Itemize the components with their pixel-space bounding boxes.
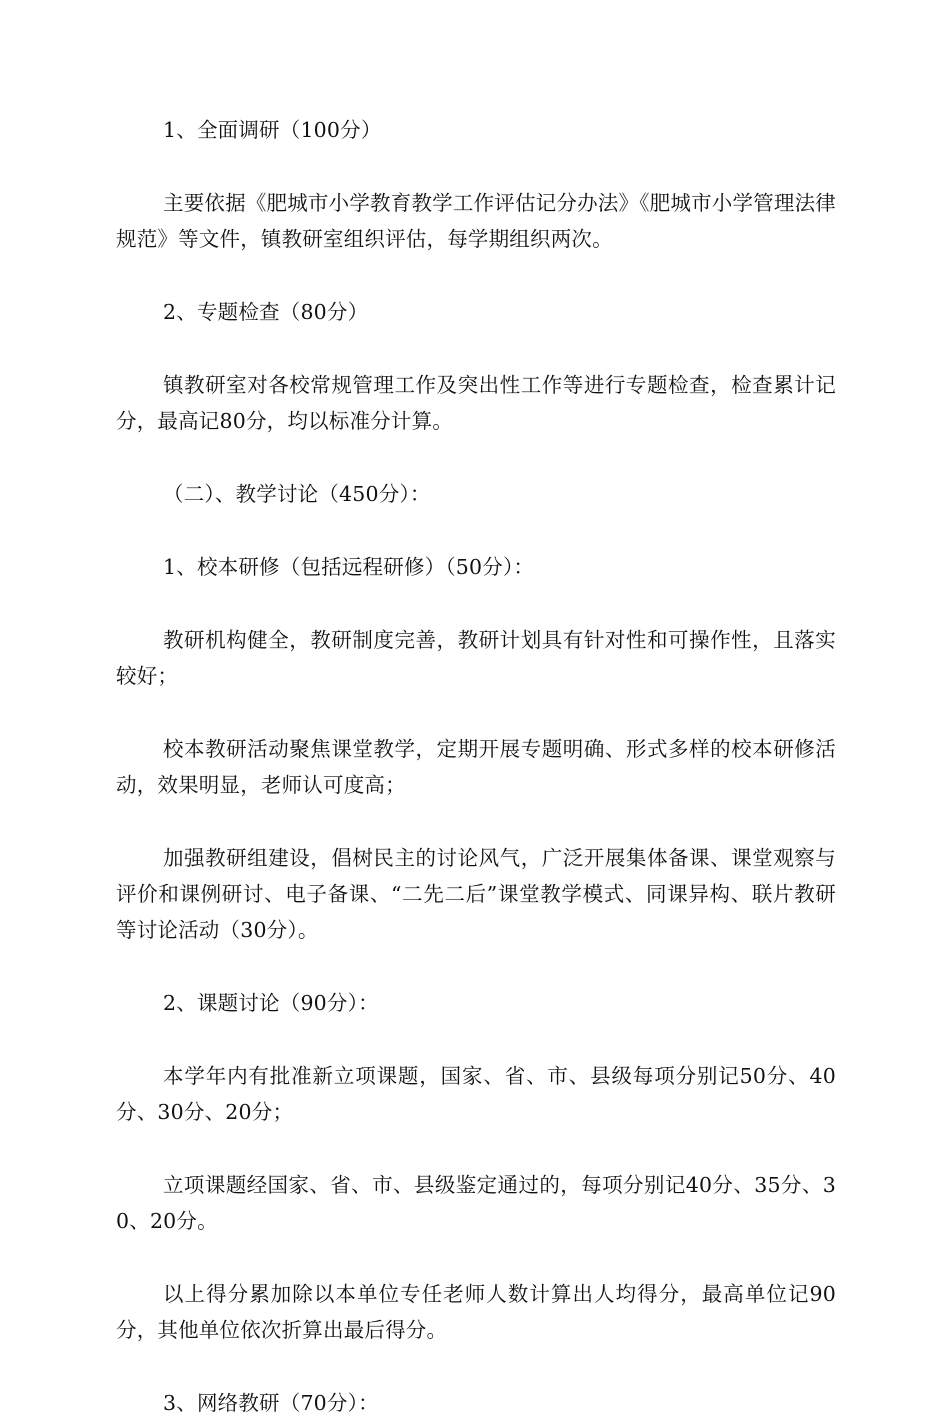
section-heading-teaching-discussion: （二）、教学讨论（450分）： xyxy=(163,482,431,506)
section-heading-comprehensive-survey: 1、全面调研（100分） xyxy=(163,118,382,142)
paragraph-survey-basis: 主要依据《肥城市小学教育教学工作评估记分办法》《肥城市小学管理法律规范》等文件，镇教研室组织评估，每学期组织两次。 xyxy=(116,191,836,251)
paragraph-inspection-scoring: 镇教研室对各校常规管理工作及突出性工作等进行专题检查，检查累计记分，最高记80分，均以标准分计算。 xyxy=(116,373,836,433)
document-body xyxy=(116,112,836,1421)
paragraph-new-projects: 本学年内有批准新立项课题，国家、省、市、县级每项分别记50分、40分、30分、20分； xyxy=(116,1064,836,1124)
section-heading-special-inspection: 2、专题检查（80分） xyxy=(163,300,369,324)
paragraph-research-group: 加强教研组建设，倡树民主的讨论风气，广泛开展集体备课、课堂观察与评价和课例研讨、电子备课、“二先二后”课堂教学模式、同课异构、联片教研等讨论活动（30分）。 xyxy=(116,846,836,942)
section-heading-project-discussion: 2、课题讨论（90分）： xyxy=(163,991,379,1015)
paragraph-classroom-focus: 校本教研活动聚焦课堂教学，定期开展专题明确、形式多样的校本研修活动，效果明显，老师认可度高； xyxy=(116,737,836,797)
section-heading-online-research: 3、网络教研（70分）： xyxy=(163,1391,379,1415)
section-heading-school-based-training: 1、校本研修（包括远程研修）（50分）： xyxy=(163,555,535,579)
paragraph-score-calculation: 以上得分累加除以本单位专任老师人数计算出人均得分，最高单位记90分，其他单位依次折算出最后得分。 xyxy=(116,1282,836,1342)
paragraph-research-institution: 教研机构健全，教研制度完善，教研计划具有针对性和可操作性，且落实较好； xyxy=(116,628,836,688)
paragraph-approved-projects: 立项课题经国家、省、市、县级鉴定通过的，每项分别记40分、35分、30、20分。 xyxy=(116,1173,836,1233)
